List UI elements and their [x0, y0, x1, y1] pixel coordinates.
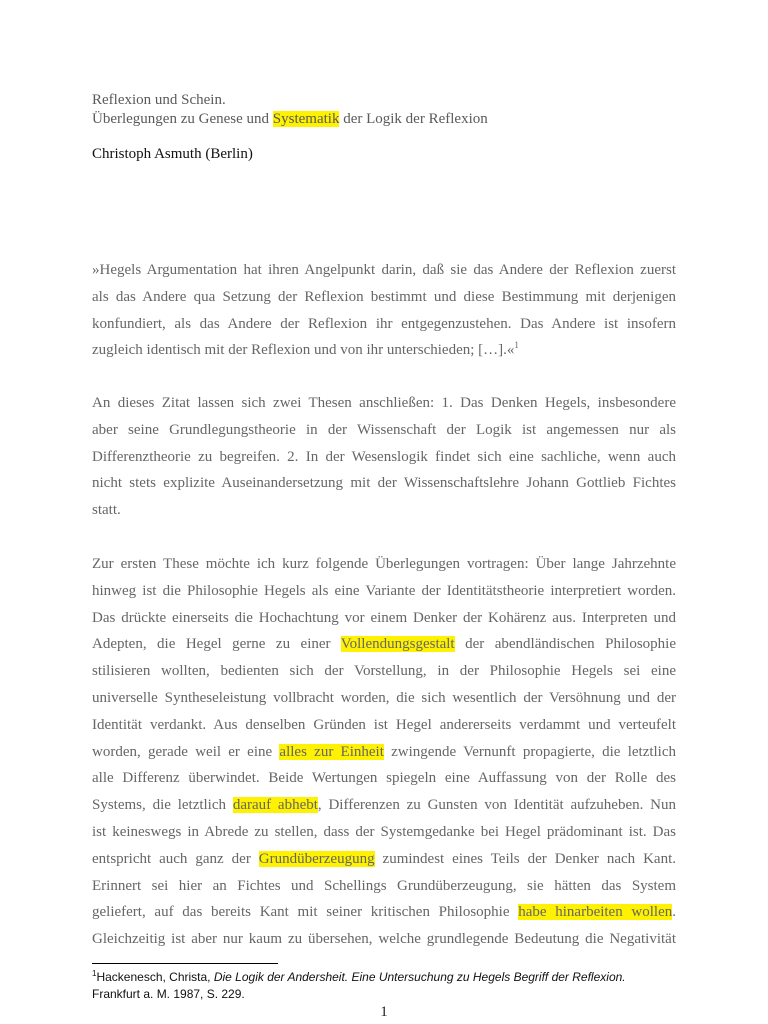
- paragraph-line: Zur ersten These möchte ich kurz folgende Überlegungen vortragen: Über lange Jahrzehnte: [92, 556, 676, 572]
- paragraph-theses: [92, 390, 676, 524]
- paragraph-text: Systems, die letztlich: [92, 797, 233, 814]
- paragraph-text: .: [672, 904, 677, 921]
- footnote-work-title: Die Logik der Andersheit. Eine Untersuchung zu Hegels Begriff der Reflexion.: [213, 970, 626, 984]
- paragraph-line: universelle Syntheseleistung vollbracht worden, die sich wesentlich der Versöhnung und der: [92, 689, 676, 706]
- paragraph-line: Gleichzeitig ist aber nur kaum zu übersehen, welche grundlegende Bedeutung die Negativität: [92, 931, 676, 948]
- paragraph-line: Identität verdankt. Aus denselben Gründen ist Hegel andererseits verdammt und verteufelt: [92, 716, 676, 733]
- quote-line: [92, 337, 676, 364]
- block-quote: [92, 257, 676, 364]
- paragraph-text: geliefert, auf das bereits Kant mit seiner kritischen Philosophie: [92, 904, 519, 921]
- paragraph-text: der abendländischen Philosophie: [454, 636, 676, 653]
- paragraph-line: stilisieren wollten, bedienten sich der Vorstellung, in der Philosophie Hegels sei eine: [92, 663, 676, 680]
- paragraph-line: [92, 739, 676, 766]
- paragraph-first-thesis: [92, 551, 676, 953]
- document-title: [92, 91, 692, 129]
- page-number: 1: [380, 1004, 388, 1020]
- paragraph-text: zumindest eines Teils der Denker nach Kant.: [374, 850, 677, 867]
- footnote-reference: 1: [514, 340, 519, 351]
- footnote-mark: 1: [92, 969, 97, 978]
- paragraph-line: An dieses Zitat lassen sich zwei Thesen anschließen: 1. Das Denken Hegels, insbesondere: [92, 395, 676, 411]
- highlight: darauf abhebt: [232, 797, 318, 814]
- highlight: habe hinarbeiten wollen: [518, 904, 673, 921]
- footnote: [92, 969, 692, 1003]
- paragraph-line: Das drückte einerseits die Hochachtung vor einem Denker der Kohärenz aus. Interpreten und: [92, 609, 676, 626]
- paragraph-line: [92, 899, 676, 926]
- paragraph-line: nicht stets explizite Auseinandersetzung mit der Wissenschaftslehre Johann Gottlieb Fichtes: [92, 475, 676, 492]
- title-line-1: Reflexion und Schein.: [92, 92, 226, 108]
- paragraph-text: Adepten, die Hegel gerne zu einer: [92, 636, 341, 653]
- highlight: Vollendungsgestalt: [340, 636, 455, 653]
- quote-text: zugleich identisch mit der Reflexion und von ihr unterschieden; […].«: [92, 342, 515, 359]
- paragraph-line: Differenztheorie zu begreifen. 2. In der Wesenslogik findet sich eine sachliche, wenn auch: [92, 448, 676, 465]
- paragraph-line: [92, 631, 676, 658]
- title-line-2: [92, 110, 692, 129]
- author-line: Christoph Asmuth (Berlin): [92, 146, 253, 162]
- paragraph-line: [92, 792, 676, 819]
- quote-line: »Hegels Argumentation hat ihren Angelpunkt darin, daß sie das Andere der Reflexion zuerst: [92, 262, 676, 278]
- footnote-line: [92, 969, 692, 986]
- title-text: Überlegungen zu Genese und: [92, 111, 273, 127]
- quote-line: konfundiert, als das Andere der Reflexion ihr entgegenzustehen. Das Andere ist insofern: [92, 315, 676, 332]
- footnote-divider: [92, 963, 278, 964]
- paragraph-text: entspricht auch ganz der: [92, 850, 259, 867]
- paragraph-line: aber seine Grundlegungstheorie in der Wissenschaft der Logik ist angemessen nur als: [92, 421, 676, 438]
- title-text: der Logik der Reflexion: [339, 111, 488, 127]
- paragraph-line: hinweg ist die Philosophie Hegels als eine Variante der Identitätstheorie interpretiert worden.: [92, 582, 676, 599]
- paragraph-line: ist keineswegs in Abrede zu stellen, dass der Systemgedanke bei Hegel prädominant ist. Das: [92, 823, 676, 840]
- highlight: Grundüberzeugung: [258, 850, 375, 867]
- paragraph-line: Erinnert sei hier an Fichtes und Schellings Grundüberzeugung, sie hätten das System: [92, 877, 676, 894]
- paragraph-text: zwingende Vernunft propagierte, die letztlich: [383, 743, 677, 760]
- paragraph-line: [92, 846, 676, 873]
- highlight: alles zur Einheit: [279, 743, 384, 760]
- paragraph-line: statt.: [92, 502, 121, 519]
- footnote-imprint: Frankfurt a. M. 1987, S. 229.: [92, 987, 245, 1001]
- quote-line: als das Andere qua Setzung der Reflexion bestimmt und diese Bestimmung mit derjenigen: [92, 288, 676, 305]
- paragraph-text: , Differenzen zu Gunsten von Identität aufzuheben. Nun: [317, 797, 676, 814]
- highlight: Systematik: [272, 111, 340, 127]
- footnote-author: Hackenesch, Christa,: [96, 970, 214, 984]
- paragraph-text: worden, gerade weil er eine: [92, 743, 280, 760]
- paragraph-line: alle Differenz überwindet. Beide Wertungen spiegeln eine Auffassung von der Rolle des: [92, 770, 676, 787]
